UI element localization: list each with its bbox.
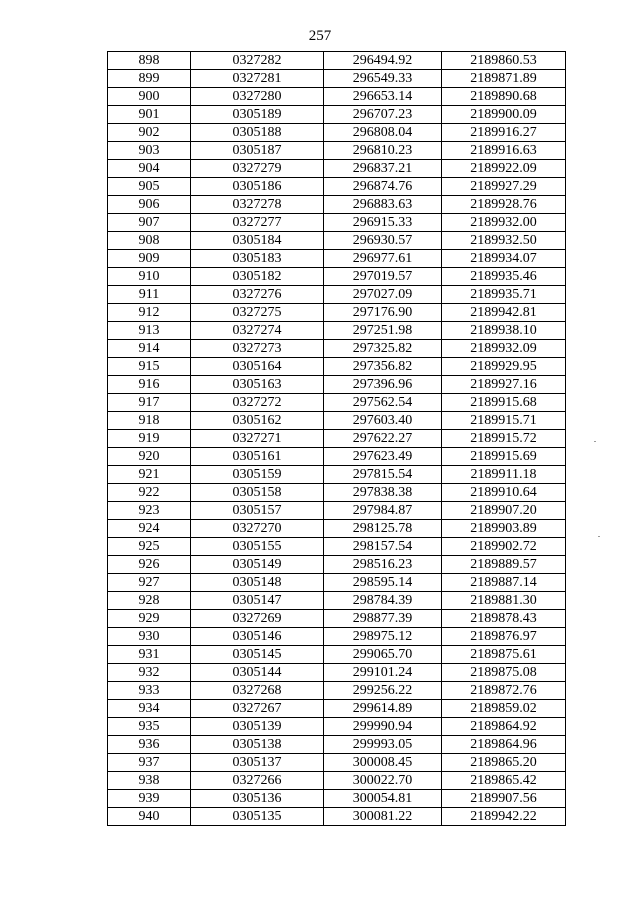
table-row xyxy=(108,268,566,286)
x-coordinate-cell: 297325.82 xyxy=(324,340,442,358)
x-coordinate-cell: 298877.39 xyxy=(324,610,442,628)
x-coordinate-cell: 297396.96 xyxy=(324,376,442,394)
y-coordinate-cell: 2189935.71 xyxy=(442,286,566,304)
point-code-cell: 0327273 xyxy=(191,340,324,358)
row-number-cell: 907 xyxy=(108,214,191,232)
x-coordinate-cell: 300022.70 xyxy=(324,772,442,790)
table-row xyxy=(108,214,566,232)
table-row xyxy=(108,322,566,340)
y-coordinate-cell: 2189910.64 xyxy=(442,484,566,502)
y-coordinate-cell: 2189915.72 xyxy=(442,430,566,448)
row-number-cell: 921 xyxy=(108,466,191,484)
table-row xyxy=(108,700,566,718)
point-code-cell: 0305149 xyxy=(191,556,324,574)
y-coordinate-cell: 2189915.68 xyxy=(442,394,566,412)
point-code-cell: 0305184 xyxy=(191,232,324,250)
row-number-cell: 910 xyxy=(108,268,191,286)
table-row xyxy=(108,358,566,376)
point-code-cell: 0305163 xyxy=(191,376,324,394)
table-row xyxy=(108,52,566,70)
y-coordinate-cell: 2189907.56 xyxy=(442,790,566,808)
row-number-cell: 906 xyxy=(108,196,191,214)
x-coordinate-cell: 297176.90 xyxy=(324,304,442,322)
x-coordinate-cell: 296930.57 xyxy=(324,232,442,250)
point-code-cell: 0305136 xyxy=(191,790,324,808)
point-code-cell: 0305159 xyxy=(191,466,324,484)
point-code-cell: 0305139 xyxy=(191,718,324,736)
table-row xyxy=(108,682,566,700)
y-coordinate-cell: 2189938.10 xyxy=(442,322,566,340)
page-number: 257 xyxy=(308,28,332,44)
point-code-cell: 0327268 xyxy=(191,682,324,700)
y-coordinate-cell: 2189916.27 xyxy=(442,124,566,142)
y-coordinate-cell: 2189922.09 xyxy=(442,160,566,178)
x-coordinate-cell: 299101.24 xyxy=(324,664,442,682)
table-row xyxy=(108,106,566,124)
row-number-cell: 930 xyxy=(108,628,191,646)
x-coordinate-cell: 298125.78 xyxy=(324,520,442,538)
point-code-cell: 0305188 xyxy=(191,124,324,142)
x-coordinate-cell: 296808.04 xyxy=(324,124,442,142)
table-row xyxy=(108,70,566,88)
point-code-cell: 0305186 xyxy=(191,178,324,196)
row-number-cell: 920 xyxy=(108,448,191,466)
table-row xyxy=(108,394,566,412)
row-number-cell: 902 xyxy=(108,124,191,142)
y-coordinate-cell: 2189878.43 xyxy=(442,610,566,628)
coordinates-table xyxy=(107,51,566,826)
row-number-cell: 940 xyxy=(108,808,191,826)
point-code-cell: 0305137 xyxy=(191,754,324,772)
y-coordinate-cell: 2189916.63 xyxy=(442,142,566,160)
y-coordinate-cell: 2189860.53 xyxy=(442,52,566,70)
row-number-cell: 936 xyxy=(108,736,191,754)
y-coordinate-cell: 2189872.76 xyxy=(442,682,566,700)
table-row xyxy=(108,232,566,250)
point-code-cell: 0305144 xyxy=(191,664,324,682)
x-coordinate-cell: 300008.45 xyxy=(324,754,442,772)
x-coordinate-cell: 297356.82 xyxy=(324,358,442,376)
point-code-cell: 0327279 xyxy=(191,160,324,178)
y-coordinate-cell: 2189871.89 xyxy=(442,70,566,88)
x-coordinate-cell: 296549.33 xyxy=(324,70,442,88)
row-number-cell: 933 xyxy=(108,682,191,700)
table-row xyxy=(108,142,566,160)
table-row xyxy=(108,250,566,268)
y-coordinate-cell: 2189942.22 xyxy=(442,808,566,826)
x-coordinate-cell: 296494.92 xyxy=(324,52,442,70)
row-number-cell: 932 xyxy=(108,664,191,682)
row-number-cell: 913 xyxy=(108,322,191,340)
row-number-cell: 918 xyxy=(108,412,191,430)
row-number-cell: 905 xyxy=(108,178,191,196)
y-coordinate-cell: 2189876.97 xyxy=(442,628,566,646)
table-row xyxy=(108,88,566,106)
point-code-cell: 0327278 xyxy=(191,196,324,214)
row-number-cell: 928 xyxy=(108,592,191,610)
table-row xyxy=(108,754,566,772)
x-coordinate-cell: 299614.89 xyxy=(324,700,442,718)
point-code-cell: 0305145 xyxy=(191,646,324,664)
point-code-cell: 0327276 xyxy=(191,286,324,304)
row-number-cell: 923 xyxy=(108,502,191,520)
y-coordinate-cell: 2189881.30 xyxy=(442,592,566,610)
row-number-cell: 911 xyxy=(108,286,191,304)
row-number-cell: 924 xyxy=(108,520,191,538)
point-code-cell: 0305161 xyxy=(191,448,324,466)
x-coordinate-cell: 299990.94 xyxy=(324,718,442,736)
table-row xyxy=(108,124,566,142)
x-coordinate-cell: 298784.39 xyxy=(324,592,442,610)
row-number-cell: 900 xyxy=(108,88,191,106)
table-row xyxy=(108,538,566,556)
table-row xyxy=(108,376,566,394)
x-coordinate-cell: 297019.57 xyxy=(324,268,442,286)
x-coordinate-cell: 297603.40 xyxy=(324,412,442,430)
y-coordinate-cell: 2189927.29 xyxy=(442,178,566,196)
table-row xyxy=(108,646,566,664)
row-number-cell: 922 xyxy=(108,484,191,502)
y-coordinate-cell: 2189915.71 xyxy=(442,412,566,430)
y-coordinate-cell: 2189915.69 xyxy=(442,448,566,466)
y-coordinate-cell: 2189889.57 xyxy=(442,556,566,574)
table-row xyxy=(108,286,566,304)
y-coordinate-cell: 2189875.61 xyxy=(442,646,566,664)
x-coordinate-cell: 299256.22 xyxy=(324,682,442,700)
y-coordinate-cell: 2189942.81 xyxy=(442,304,566,322)
y-coordinate-cell: 2189928.76 xyxy=(442,196,566,214)
x-coordinate-cell: 297622.27 xyxy=(324,430,442,448)
table-row xyxy=(108,628,566,646)
y-coordinate-cell: 2189859.02 xyxy=(442,700,566,718)
table-row xyxy=(108,430,566,448)
point-code-cell: 0305146 xyxy=(191,628,324,646)
coordinates-table-body xyxy=(108,52,566,826)
row-number-cell: 935 xyxy=(108,718,191,736)
point-code-cell: 0327280 xyxy=(191,88,324,106)
point-code-cell: 0305147 xyxy=(191,592,324,610)
point-code-cell: 0305138 xyxy=(191,736,324,754)
point-code-cell: 0305155 xyxy=(191,538,324,556)
y-coordinate-cell: 2189864.92 xyxy=(442,718,566,736)
x-coordinate-cell: 297562.54 xyxy=(324,394,442,412)
x-coordinate-cell: 298157.54 xyxy=(324,538,442,556)
row-number-cell: 903 xyxy=(108,142,191,160)
table-row xyxy=(108,664,566,682)
row-number-cell: 931 xyxy=(108,646,191,664)
x-coordinate-cell: 298595.14 xyxy=(324,574,442,592)
table-row xyxy=(108,304,566,322)
point-code-cell: 0327281 xyxy=(191,70,324,88)
table-row xyxy=(108,574,566,592)
y-coordinate-cell: 2189865.20 xyxy=(442,754,566,772)
table-row xyxy=(108,502,566,520)
point-code-cell: 0305162 xyxy=(191,412,324,430)
point-code-cell: 0327277 xyxy=(191,214,324,232)
y-coordinate-cell: 2189932.00 xyxy=(442,214,566,232)
row-number-cell: 904 xyxy=(108,160,191,178)
x-coordinate-cell: 296810.23 xyxy=(324,142,442,160)
y-coordinate-cell: 2189932.09 xyxy=(442,340,566,358)
scan-speck xyxy=(598,536,600,537)
table-row xyxy=(108,556,566,574)
table-row xyxy=(108,484,566,502)
table-row xyxy=(108,736,566,754)
point-code-cell: 0305135 xyxy=(191,808,324,826)
x-coordinate-cell: 298516.23 xyxy=(324,556,442,574)
table-row xyxy=(108,772,566,790)
point-code-cell: 0327269 xyxy=(191,610,324,628)
table-row xyxy=(108,808,566,826)
table-row xyxy=(108,196,566,214)
row-number-cell: 938 xyxy=(108,772,191,790)
point-code-cell: 0305189 xyxy=(191,106,324,124)
table-row xyxy=(108,412,566,430)
point-code-cell: 0305183 xyxy=(191,250,324,268)
row-number-cell: 916 xyxy=(108,376,191,394)
x-coordinate-cell: 298975.12 xyxy=(324,628,442,646)
y-coordinate-cell: 2189875.08 xyxy=(442,664,566,682)
point-code-cell: 0327271 xyxy=(191,430,324,448)
table-row xyxy=(108,520,566,538)
x-coordinate-cell: 299993.05 xyxy=(324,736,442,754)
y-coordinate-cell: 2189902.72 xyxy=(442,538,566,556)
row-number-cell: 925 xyxy=(108,538,191,556)
row-number-cell: 901 xyxy=(108,106,191,124)
y-coordinate-cell: 2189932.50 xyxy=(442,232,566,250)
row-number-cell: 939 xyxy=(108,790,191,808)
y-coordinate-cell: 2189929.95 xyxy=(442,358,566,376)
row-number-cell: 914 xyxy=(108,340,191,358)
x-coordinate-cell: 296837.21 xyxy=(324,160,442,178)
y-coordinate-cell: 2189903.89 xyxy=(442,520,566,538)
x-coordinate-cell: 296653.14 xyxy=(324,88,442,106)
row-number-cell: 934 xyxy=(108,700,191,718)
x-coordinate-cell: 297984.87 xyxy=(324,502,442,520)
row-number-cell: 908 xyxy=(108,232,191,250)
y-coordinate-cell: 2189907.20 xyxy=(442,502,566,520)
table-row xyxy=(108,790,566,808)
x-coordinate-cell: 296977.61 xyxy=(324,250,442,268)
point-code-cell: 0305187 xyxy=(191,142,324,160)
row-number-cell: 929 xyxy=(108,610,191,628)
row-number-cell: 926 xyxy=(108,556,191,574)
point-code-cell: 0305148 xyxy=(191,574,324,592)
x-coordinate-cell: 297251.98 xyxy=(324,322,442,340)
y-coordinate-cell: 2189900.09 xyxy=(442,106,566,124)
table-row xyxy=(108,340,566,358)
coordinates-table-wrapper xyxy=(107,51,566,826)
y-coordinate-cell: 2189934.07 xyxy=(442,250,566,268)
row-number-cell: 917 xyxy=(108,394,191,412)
point-code-cell: 0327267 xyxy=(191,700,324,718)
row-number-cell: 909 xyxy=(108,250,191,268)
point-code-cell: 0305182 xyxy=(191,268,324,286)
table-row xyxy=(108,178,566,196)
y-coordinate-cell: 2189864.96 xyxy=(442,736,566,754)
x-coordinate-cell: 296915.33 xyxy=(324,214,442,232)
y-coordinate-cell: 2189935.46 xyxy=(442,268,566,286)
x-coordinate-cell: 297815.54 xyxy=(324,466,442,484)
table-row xyxy=(108,160,566,178)
row-number-cell: 927 xyxy=(108,574,191,592)
scan-speck xyxy=(594,441,596,442)
x-coordinate-cell: 299065.70 xyxy=(324,646,442,664)
point-code-cell: 0305158 xyxy=(191,484,324,502)
row-number-cell: 937 xyxy=(108,754,191,772)
row-number-cell: 919 xyxy=(108,430,191,448)
y-coordinate-cell: 2189890.68 xyxy=(442,88,566,106)
row-number-cell: 898 xyxy=(108,52,191,70)
y-coordinate-cell: 2189887.14 xyxy=(442,574,566,592)
x-coordinate-cell: 296874.76 xyxy=(324,178,442,196)
table-row xyxy=(108,448,566,466)
point-code-cell: 0305157 xyxy=(191,502,324,520)
row-number-cell: 912 xyxy=(108,304,191,322)
point-code-cell: 0305164 xyxy=(191,358,324,376)
table-row xyxy=(108,610,566,628)
x-coordinate-cell: 297027.09 xyxy=(324,286,442,304)
point-code-cell: 0327270 xyxy=(191,520,324,538)
x-coordinate-cell: 300054.81 xyxy=(324,790,442,808)
x-coordinate-cell: 296707.23 xyxy=(324,106,442,124)
table-row xyxy=(108,466,566,484)
x-coordinate-cell: 296883.63 xyxy=(324,196,442,214)
point-code-cell: 0327275 xyxy=(191,304,324,322)
point-code-cell: 0327274 xyxy=(191,322,324,340)
row-number-cell: 915 xyxy=(108,358,191,376)
y-coordinate-cell: 2189865.42 xyxy=(442,772,566,790)
table-row xyxy=(108,718,566,736)
y-coordinate-cell: 2189927.16 xyxy=(442,376,566,394)
x-coordinate-cell: 300081.22 xyxy=(324,808,442,826)
x-coordinate-cell: 297838.38 xyxy=(324,484,442,502)
x-coordinate-cell: 297623.49 xyxy=(324,448,442,466)
row-number-cell: 899 xyxy=(108,70,191,88)
table-row xyxy=(108,592,566,610)
point-code-cell: 0327282 xyxy=(191,52,324,70)
point-code-cell: 0327272 xyxy=(191,394,324,412)
point-code-cell: 0327266 xyxy=(191,772,324,790)
y-coordinate-cell: 2189911.18 xyxy=(442,466,566,484)
